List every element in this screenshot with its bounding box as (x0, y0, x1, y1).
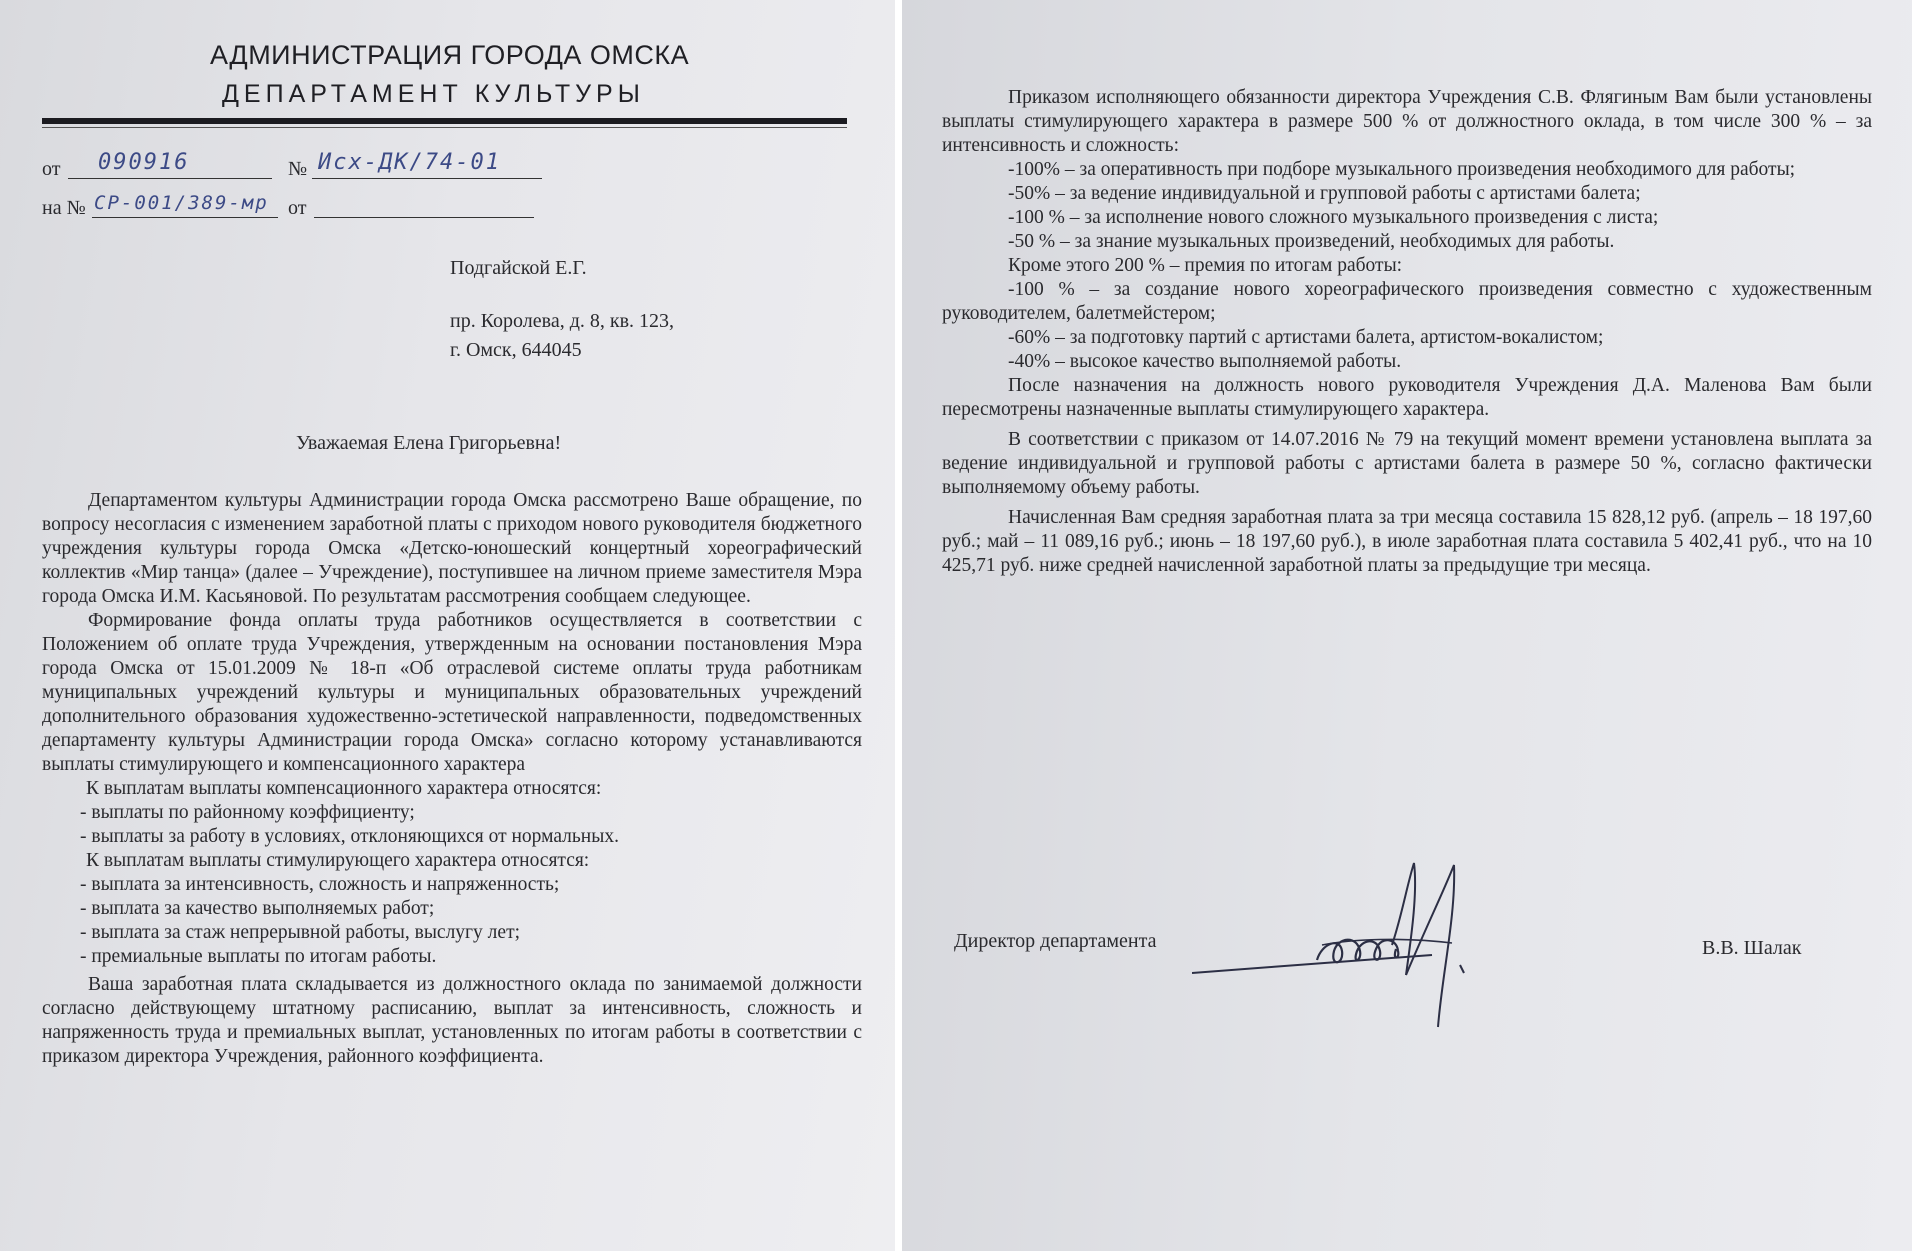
paragraph-order: В соответствии с приказом от 14.07.2016 № 79 на текущий момент времени установлена выплата за ведение индивидуальной и групповой работы с артистами балета в размере 50 %, согласно фактически выполняемому объему работы. (942, 429, 1872, 498)
list-item: -100 % – за создание нового хореографического произведения совместно с художественным руководителем, балетмейстером; (942, 279, 1872, 324)
list-item: -40% – высокое качество выполняемой работы. (1008, 351, 1402, 372)
reply-from-label: от (288, 197, 307, 219)
date-line (68, 178, 272, 179)
ref-number: Исх-ДК/74-01 (318, 150, 501, 175)
salutation: Уважаемая Елена Григорьевна! (296, 432, 562, 454)
header-administration: АДМИНИСТРАЦИЯ ГОРОДА ОМСКА (210, 40, 690, 70)
list-item: - премиальные выплаты по итогам работы. (80, 946, 437, 967)
list-item: -60% – за подготовку партий с артистами балета, артистом-вокалистом; (1008, 327, 1604, 348)
list-item: - выплаты за работу в условиях, отклоняющихся от нормальных. (80, 826, 619, 847)
header-rule-thin (42, 127, 847, 128)
paragraph-review: Департаментом культуры Администрации города Омска рассмотрено Ваше обращение, по вопросу несогласия с изменением заработной платы с приходом нового руководителя бюджетного учреждения культуры города Омска «Детско-юношеский концертный хореографический коллектив «Мир танца» (далее – Учреждение), поступившее на личном приеме заместителя Мэра города Омска И.М. Касьяновой. По результатам рассмотрения сообщаем следующее. (42, 490, 862, 607)
right-body (942, 86, 1872, 578)
from-label: от (42, 158, 61, 180)
list-item: - выплаты по районному коэффициенту; (80, 802, 415, 823)
reply-to-number: СР-001/389-мр (94, 192, 269, 214)
paragraph-payroll: Формирование фонда оплаты труда работников осуществляется в соответствии с Положением об оплате труда Учреждения, утвержденным на основании постановления Мэра города Омска от 15.01.2009 № 18-п «Об отраслевой системе оплаты труда работникам муниципальных учреждений культуры и муниципальных образовательных учреждений дополнительного образования художественно-эстетической направленности, подведомственных департаменту культуры Администрации города Омска» согласно которому устанавливаются выплаты стимулирующего и компенсационного характера (42, 610, 862, 775)
recipient-city: г. Омск, 644045 (450, 339, 582, 361)
signature-role: Директор департамента (954, 930, 1157, 952)
list-item: -50% – за ведение индивидуальной и групповой работы с артистами балета; (1008, 183, 1641, 204)
paragraph-salary: Начисленная Вам средняя заработная плата за три месяца составила 15 828,12 руб. (апрель – 18 197,60 руб.; май – 11 089,16 руб.; июнь – 18 197,60 руб.), в июле заработная плата составила 5 402,41 руб., что на 10 425,71 руб. ниже средней начисленной заработной платы за предыдущие три месяца. (942, 507, 1872, 576)
page-gap (895, 0, 902, 1251)
recipient-street: пр. Королева, д. 8, кв. 123, (450, 310, 675, 332)
list-item: -100% – за оперативность при подборе музыкального произведения необходимого для работы; (1008, 159, 1796, 180)
number-label: № (288, 158, 308, 180)
reply-number-line (92, 217, 278, 218)
recipient-name: Подгайской Е.Г. (450, 257, 587, 279)
left-body (42, 489, 862, 1069)
header-rule (42, 118, 847, 124)
signature-name: В.В. Шалак (1702, 937, 1802, 959)
comp-heading: К выплатам выплаты компенсационного характера относятся: (86, 778, 602, 799)
letter-page-left (0, 0, 895, 1251)
reply-date-line (314, 217, 534, 218)
list-item: - выплата за стаж непрерывной работы, выслугу лет; (80, 922, 521, 943)
list-item: -50 % – за знание музыкальных произведений, необходимых для работы. (1008, 231, 1615, 252)
bonus-heading: Кроме этого 200 % – премия по итогам работы: (1008, 255, 1403, 276)
letter-page-right (902, 0, 1912, 1251)
handwritten-signature (1192, 855, 1522, 1035)
list-item: - выплата за качество выполняемых работ; (80, 898, 435, 919)
paragraph-new-director: После назначения на должность нового руководителя Учреждения Д.А. Маленова Вам были пересмотрены назначенные выплаты стимулирующего характера. (942, 375, 1872, 420)
reply-to-label: на № (42, 197, 86, 219)
ref-date: 090916 (98, 150, 190, 175)
paragraph-salary-structure: Ваша заработная плата складывается из должностного оклада по занимаемой должности согласно действующему штатному расписанию, выплат за интенсивность, сложность и напряженность труда и премиальных выплат, установленных по итогам работы в соответствии с приказом директора Учреждения, районного коэффициента. (42, 974, 862, 1067)
number-line (312, 178, 542, 179)
header-department: ДЕПАРТАМЕНТ КУЛЬТУРЫ (222, 80, 645, 108)
list-item: -100 % – за исполнение нового сложного музыкального произведения с листа; (1008, 207, 1659, 228)
paragraph-intro: Приказом исполняющего обязанности директора Учреждения С.В. Флягиным Вам были установлены выплаты стимулирующего характера в размере 500 % от должностного оклада, в том числе 300 % – за интенсивность и сложность: (942, 87, 1872, 156)
stim-heading: К выплатам выплаты стимулирующего характера относятся: (86, 850, 590, 871)
list-item: - выплата за интенсивность, сложность и напряженность; (80, 874, 560, 895)
